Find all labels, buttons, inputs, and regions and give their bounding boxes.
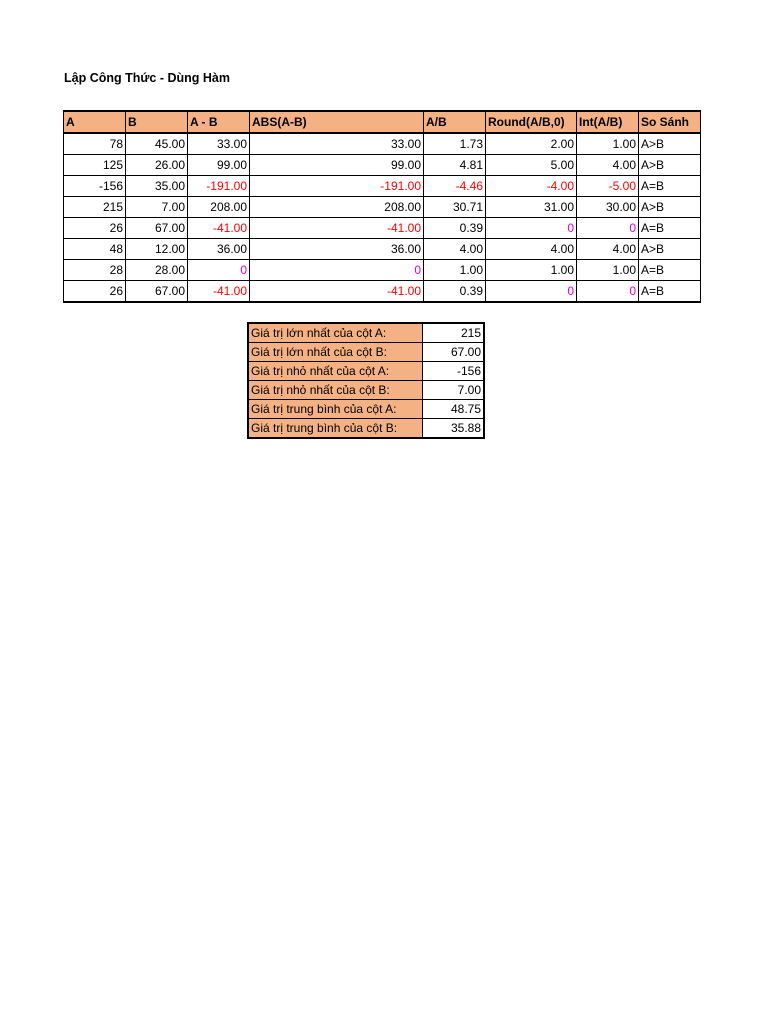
cell-compare[interactable]: A>B xyxy=(639,197,701,218)
summary-label[interactable]: Giá trị lớn nhất của cột A: xyxy=(248,323,422,343)
header-row xyxy=(64,111,701,133)
cell-round[interactable]: 5.00 xyxy=(486,155,577,176)
cell-a[interactable]: -156 xyxy=(64,176,126,197)
table-row xyxy=(64,260,701,281)
cell-int[interactable]: 1.00 xyxy=(577,133,639,155)
summary-value[interactable]: 7.00 xyxy=(422,381,484,400)
cell-abs[interactable]: -41.00 xyxy=(250,281,424,303)
summary-row xyxy=(248,323,484,343)
table-row xyxy=(64,218,701,239)
cell-a-div-b[interactable]: 0.39 xyxy=(424,281,486,303)
cell-b[interactable]: 7.00 xyxy=(126,197,188,218)
sheet-title: Lập Công Thức - Dùng Hàm xyxy=(64,71,230,85)
header-a-div-b[interactable]: A/B xyxy=(424,111,486,133)
summary-label[interactable]: Giá trị trung bình của cột A: xyxy=(248,400,422,419)
summary-row xyxy=(248,362,484,381)
cell-int[interactable]: 0 xyxy=(577,281,639,303)
cell-int[interactable]: 30.00 xyxy=(577,197,639,218)
cell-int[interactable]: 4.00 xyxy=(577,155,639,176)
cell-round[interactable]: 31.00 xyxy=(486,197,577,218)
summary-row xyxy=(248,343,484,362)
cell-compare[interactable]: A=B xyxy=(639,260,701,281)
cell-round[interactable]: 0 xyxy=(486,281,577,303)
cell-a-minus-b[interactable]: 99.00 xyxy=(188,155,250,176)
cell-round[interactable]: 2.00 xyxy=(486,133,577,155)
table-row xyxy=(64,155,701,176)
summary-value[interactable]: 67.00 xyxy=(422,343,484,362)
header-a[interactable]: A xyxy=(64,111,126,133)
cell-b[interactable]: 45.00 xyxy=(126,133,188,155)
cell-b[interactable]: 35.00 xyxy=(126,176,188,197)
cell-a-div-b[interactable]: 4.00 xyxy=(424,239,486,260)
cell-a-div-b[interactable]: 0.39 xyxy=(424,218,486,239)
cell-round[interactable]: 4.00 xyxy=(486,239,577,260)
cell-a-div-b[interactable]: 1.00 xyxy=(424,260,486,281)
header-round[interactable]: Round(A/B,0) xyxy=(486,111,577,133)
summary-value[interactable]: 215 xyxy=(422,323,484,343)
cell-round[interactable]: -4.00 xyxy=(486,176,577,197)
cell-a-minus-b[interactable]: 33.00 xyxy=(188,133,250,155)
cell-compare[interactable]: A>B xyxy=(639,239,701,260)
cell-a-div-b[interactable]: 30.71 xyxy=(424,197,486,218)
formula-table xyxy=(63,110,701,303)
cell-b[interactable]: 26.00 xyxy=(126,155,188,176)
cell-a[interactable]: 48 xyxy=(64,239,126,260)
summary-row xyxy=(248,381,484,400)
cell-a-div-b[interactable]: 1.73 xyxy=(424,133,486,155)
header-int[interactable]: Int(A/B) xyxy=(577,111,639,133)
cell-compare[interactable]: A=B xyxy=(639,281,701,303)
cell-a[interactable]: 78 xyxy=(64,133,126,155)
summary-label[interactable]: Giá trị nhỏ nhất của cột B: xyxy=(248,381,422,400)
cell-a-minus-b[interactable]: 0 xyxy=(188,260,250,281)
summary-value[interactable]: -156 xyxy=(422,362,484,381)
cell-a-minus-b[interactable]: -41.00 xyxy=(188,218,250,239)
table-row xyxy=(64,239,701,260)
table-row xyxy=(64,281,701,303)
summary-value[interactable]: 48.75 xyxy=(422,400,484,419)
summary-label[interactable]: Giá trị nhỏ nhất của cột A: xyxy=(248,362,422,381)
cell-b[interactable]: 67.00 xyxy=(126,218,188,239)
cell-b[interactable]: 67.00 xyxy=(126,281,188,303)
header-compare[interactable]: So Sánh xyxy=(639,111,701,133)
header-abs[interactable]: ABS(A-B) xyxy=(250,111,424,133)
cell-abs[interactable]: 33.00 xyxy=(250,133,424,155)
cell-compare[interactable]: A=B xyxy=(639,218,701,239)
cell-a[interactable]: 125 xyxy=(64,155,126,176)
cell-round[interactable]: 1.00 xyxy=(486,260,577,281)
summary-row xyxy=(248,400,484,419)
header-a-minus-b[interactable]: A - B xyxy=(188,111,250,133)
summary-table xyxy=(247,322,485,439)
cell-a-minus-b[interactable]: -41.00 xyxy=(188,281,250,303)
table-row xyxy=(64,133,701,155)
cell-int[interactable]: 4.00 xyxy=(577,239,639,260)
table-row xyxy=(64,176,701,197)
cell-b[interactable]: 28.00 xyxy=(126,260,188,281)
cell-int[interactable]: 1.00 xyxy=(577,260,639,281)
cell-a-minus-b[interactable]: 208.00 xyxy=(188,197,250,218)
cell-a[interactable]: 215 xyxy=(64,197,126,218)
summary-label[interactable]: Giá trị lớn nhất của cột B: xyxy=(248,343,422,362)
cell-b[interactable]: 12.00 xyxy=(126,239,188,260)
cell-int[interactable]: 0 xyxy=(577,218,639,239)
cell-a-minus-b[interactable]: -191.00 xyxy=(188,176,250,197)
cell-a-div-b[interactable]: -4.46 xyxy=(424,176,486,197)
cell-abs[interactable]: 36.00 xyxy=(250,239,424,260)
cell-abs[interactable]: 99.00 xyxy=(250,155,424,176)
header-b[interactable]: B xyxy=(126,111,188,133)
summary-value[interactable]: 35.88 xyxy=(422,419,484,439)
table-row xyxy=(64,197,701,218)
cell-abs[interactable]: 0 xyxy=(250,260,424,281)
cell-abs[interactable]: 208.00 xyxy=(250,197,424,218)
cell-compare[interactable]: A>B xyxy=(639,155,701,176)
cell-abs[interactable]: -41.00 xyxy=(250,218,424,239)
summary-label[interactable]: Giá trị trung bình của cột B: xyxy=(248,419,422,439)
cell-abs[interactable]: -191.00 xyxy=(250,176,424,197)
cell-a[interactable]: 28 xyxy=(64,260,126,281)
cell-compare[interactable]: A=B xyxy=(639,176,701,197)
summary-row xyxy=(248,419,484,439)
cell-compare[interactable]: A>B xyxy=(639,133,701,155)
cell-a-minus-b[interactable]: 36.00 xyxy=(188,239,250,260)
cell-a[interactable]: 26 xyxy=(64,218,126,239)
cell-a[interactable]: 26 xyxy=(64,281,126,303)
cell-int[interactable]: -5.00 xyxy=(577,176,639,197)
cell-a-div-b[interactable]: 4.81 xyxy=(424,155,486,176)
cell-round[interactable]: 0 xyxy=(486,218,577,239)
